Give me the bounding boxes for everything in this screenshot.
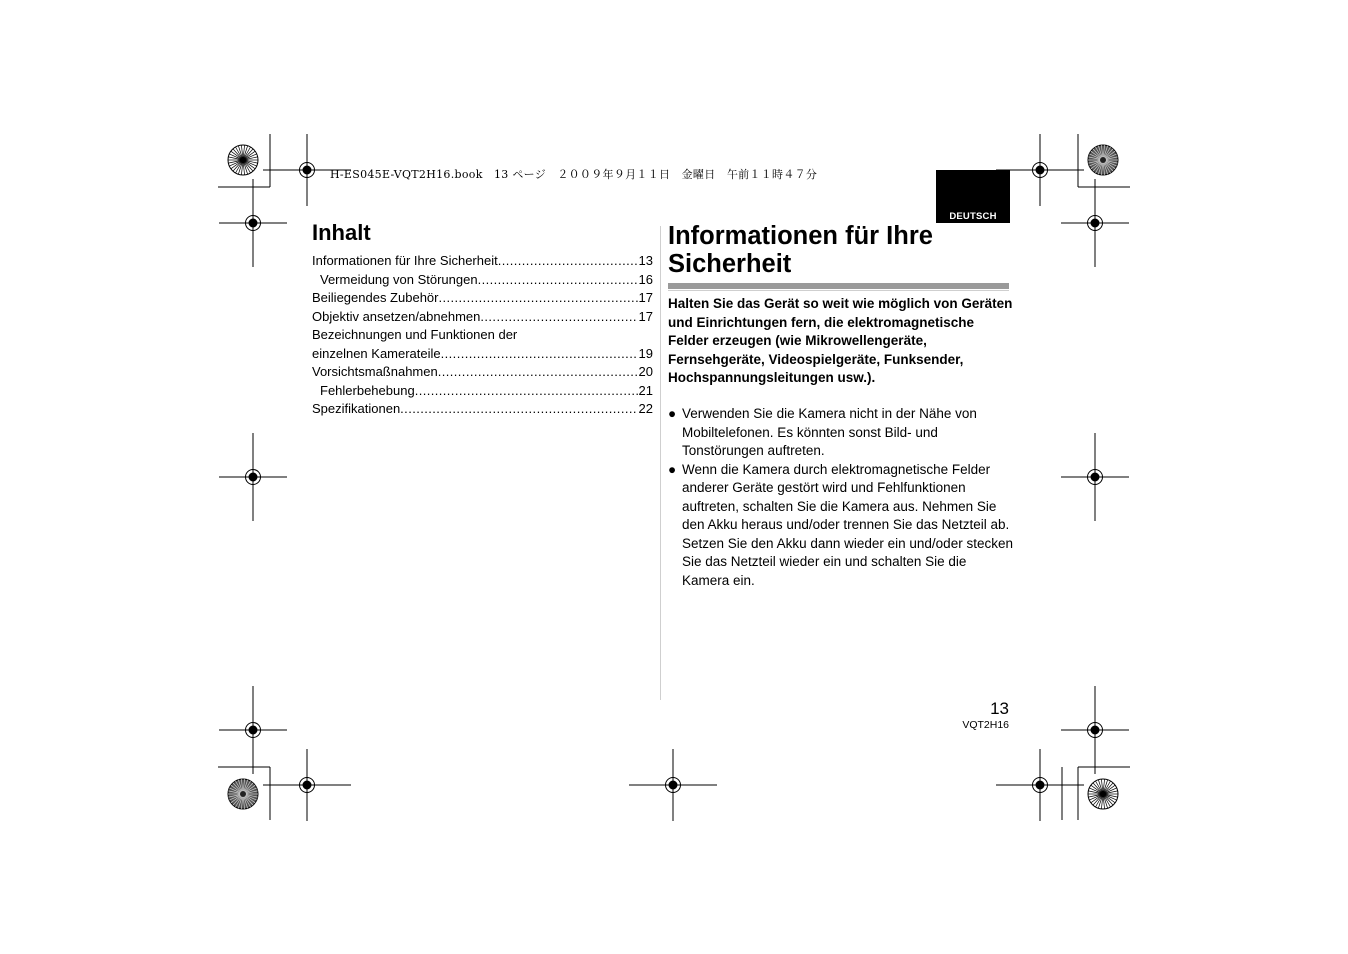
bullet-list <box>668 405 1013 590</box>
safety-warning: Halten Sie das Gerät so weit wie möglich von Geräten und Einrichtungen fern, die elektromagnetische Felder erzeugen (wie Mikrowellengeräte, Fernsehgeräte, Videospielgeräte, Funksender, Hochspannungsleitungen usw.). <box>668 296 1013 385</box>
registration-mark-icon <box>1061 433 1129 521</box>
toc-entry <box>312 363 653 382</box>
toc-dot-leader <box>480 308 637 327</box>
toc-entry-page: 19 <box>638 345 653 361</box>
bullet-dot-icon: ● <box>668 461 677 477</box>
toc-entry-page: 20 <box>638 364 653 379</box>
color-target-icon <box>228 779 258 809</box>
bullet-item <box>668 461 1013 591</box>
registration-mark-icon <box>996 749 1084 821</box>
color-target-icon <box>1088 779 1118 809</box>
toc-entry <box>312 326 653 345</box>
page-number: 13 <box>990 699 1009 718</box>
toc-entry-label: Spezifikationen <box>312 401 401 416</box>
toc-entry <box>312 252 653 271</box>
toc-entry-label: Vermeidung von Störungen <box>320 271 478 287</box>
registration-mark-icon <box>219 686 287 774</box>
color-target-icon <box>228 145 258 175</box>
toc-entry-page: 21 <box>638 382 653 398</box>
registration-mark-icon <box>263 749 351 821</box>
bullet-text: Wenn die Kamera durch elektromagnetische Felder anderer Geräte gestört wird und Fehlfunktionen auftreten, schalten Sie die Kamera aus. Nehmen Sie den Akku heraus und/oder trennen Sie das Netzteil ab. Setzen Sie den Akku dann wieder ein und/oder stecken Sie das Netzteil wieder ein und schalten Sie die Kamera ein. <box>682 461 1013 588</box>
toc-dot-leader <box>441 345 638 364</box>
bullet-text: Verwenden Sie die Kamera nicht in der Nähe von Mobiltelefonen. Es könnten sonst Bild- und Tonstörungen auftreten. <box>682 406 977 458</box>
column-divider <box>660 226 661 700</box>
registration-mark-icon <box>219 433 287 521</box>
toc-entry <box>312 308 653 327</box>
toc-entry <box>312 345 653 364</box>
print-header: H-ES045E-VQT2H16.book 13 ページ ２００９年９月１１日 金曜日 午前１１時４７分 <box>330 168 818 181</box>
toc-entry-label: einzelnen Kamerateile <box>312 345 441 361</box>
bullet-dot-icon: ● <box>668 406 677 421</box>
toc-entry <box>312 271 653 290</box>
toc-dot-leader <box>498 252 638 271</box>
registration-mark-icon <box>1061 686 1129 774</box>
toc-entry-label: Informationen für Ihre Sicherheit <box>312 253 498 268</box>
document-code: VQT2H16 <box>962 719 1009 731</box>
toc-dot-leader <box>415 382 638 401</box>
toc-entry-page: 22 <box>638 401 653 416</box>
language-tab <box>936 170 1010 223</box>
toc-entry-page: 13 <box>638 253 653 268</box>
registration-mark-icon <box>629 749 717 821</box>
toc-entry-page: 16 <box>638 271 653 287</box>
toc-entry-label: Objektiv ansetzen/abnehmen <box>312 308 481 324</box>
bullet-item <box>668 405 1013 461</box>
toc-entry <box>312 382 653 401</box>
toc-dot-leader <box>478 271 638 290</box>
toc-entry-label: Fehlerbehebung <box>320 382 415 398</box>
toc-entry <box>312 400 653 419</box>
section-title: Informationen für Ihre Sicherheit <box>668 222 933 278</box>
toc-entry-label: Beiliegendes Zubehör <box>312 290 439 305</box>
registration-mark-icon <box>1061 179 1129 267</box>
toc-entry-page: 17 <box>638 308 653 324</box>
toc-entry-label: Bezeichnungen und Funktionen der <box>312 327 518 342</box>
toc-dot-leader <box>438 289 637 308</box>
toc-title: Inhalt <box>312 220 371 245</box>
table-of-contents <box>312 252 653 419</box>
toc-entry-label: Vorsichtsmaßnahmen <box>312 364 438 379</box>
toc-entry <box>312 289 653 308</box>
title-rule <box>668 283 1009 289</box>
toc-entry-page: 17 <box>638 290 653 305</box>
registration-mark-icon <box>219 179 287 267</box>
toc-dot-leader <box>400 400 637 419</box>
color-target-icon <box>1088 145 1118 175</box>
toc-dot-leader <box>438 363 638 382</box>
language-tab-label: DEUTSCH <box>949 211 997 222</box>
